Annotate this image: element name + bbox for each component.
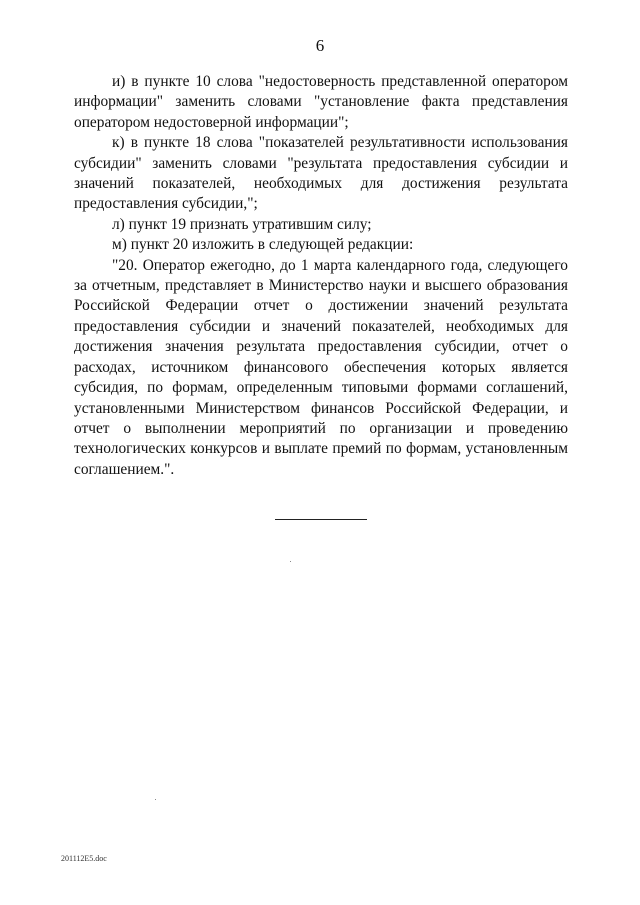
- amendment-item-i: и) в пункте 10 слова "недостоверность представленной оператором информации" заменить словами "установление факта представления оператором недостоверной информации";: [74, 73, 568, 131]
- new-clause-20: "20. Оператор ежегодно, до 1 марта календарного года, следующего за отчетным, представляет в Министерство науки и высшего образования Российской Федерации отчет о достижении значений результата предоставления субсидии и значений показателей, необходимых для достижения значения результата предоставления субсидии, отчет о расходах, источником финансового обеспечения которых является субсидия, по формам, определенным типовыми формами соглашений, установленными Министерством финансов Российской Федерации, и отчет о выполнении мероприятий по организации и проведению технологических конкурсов и выплате премий по формам, установленным соглашением.".: [74, 256, 568, 478]
- end-of-text-separator: [275, 519, 367, 520]
- amendment-item-k: к) в пункте 18 слова "показателей результативности использования субсидии" заменить словами "результата предоставления субсидии и значений показателей, необходимых для достижения результата предоставления субсидии,";: [74, 134, 568, 213]
- amendment-item-l: л) пункт 19 признать утратившим силу;: [112, 215, 372, 233]
- document-body: [74, 72, 568, 480]
- scan-speck: [290, 561, 291, 562]
- page-number: 6: [315, 36, 325, 55]
- scan-speck: [155, 799, 156, 800]
- amendment-item-m: м) пункт 20 изложить в следующей редакции:: [112, 236, 414, 254]
- footer-file-code: 201112E5.doc: [61, 854, 107, 863]
